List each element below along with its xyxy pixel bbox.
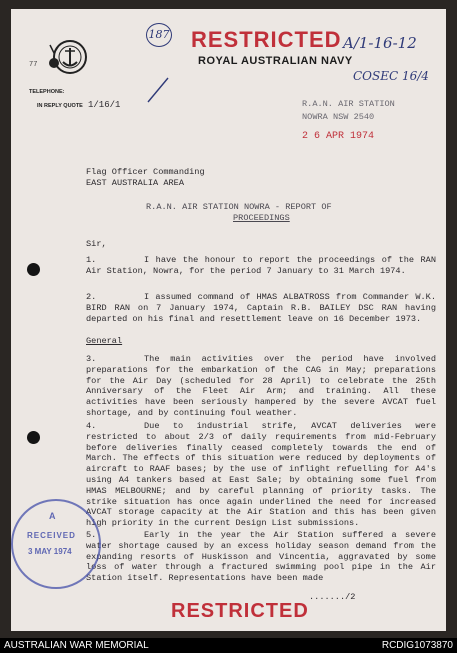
- subject-line-2: PROCEEDINGS: [233, 213, 290, 223]
- handwritten-reference: A/1-16-12: [343, 34, 417, 52]
- para-4-number: 4.: [86, 421, 97, 431]
- punch-hole-bottom: [27, 431, 40, 444]
- footer-bar: [0, 638, 457, 653]
- date-stamp: 2 6 APR 1974: [302, 131, 375, 142]
- salutation: Sir,: [86, 239, 107, 249]
- para-1-number: 1.: [86, 255, 97, 265]
- para-4-text: Due to industrial strife, AVCAT deliveries were restricted to about 2/3 of daily requirements from mid-February before deliveries finally ceased completely towards the end of March. The effects of this situation were reduced by deployments of aircraft to RAAF bases; by the use of inflight refuelling for A4's using A4 tankers based at East Sale; by obtaining some fuel from HMAS MELBOURNE; and by careful planning of priority tasks. The strike situation has once again underlined the need for increased AVCAT storage capacity at the Air Station and this has been given high priority in the current Design List submissions.: [86, 421, 436, 529]
- address-line-2: NOWRA NSW 2540: [302, 112, 375, 122]
- restricted-stamp-top: RESTRICTED: [191, 27, 342, 52]
- page-continuation: ......./2: [309, 592, 356, 602]
- pen-stroke: [145, 75, 171, 110]
- subject-line-1: R.A.N. AIR STATION NOWRA - REPORT OF: [146, 202, 332, 212]
- reply-quote-value: 1/16/1: [88, 100, 121, 110]
- received-stamp-date: 3 MAY 1974: [28, 547, 72, 556]
- organisation-title: ROYAL AUSTRALIAN NAVY: [198, 55, 353, 67]
- para-1-text: I have the honour to report the proceedings of the RAN Air Station, Nowra, for the period 7 January to 31 March 1974.: [86, 255, 436, 276]
- footer-record-id: RCDIG1073870: [381, 640, 453, 651]
- recipient-line-2: EAST AUSTRALIA AREA: [86, 178, 184, 188]
- received-stamp-letter: A: [49, 511, 56, 521]
- telephone-label: TELEPHONE:: [29, 89, 65, 95]
- reply-quote-label: IN REPLY QUOTE: [37, 103, 83, 109]
- file-number-circle: 187: [146, 23, 172, 47]
- restricted-stamp-bottom: RESTRICTED: [171, 600, 309, 622]
- document-page: [11, 9, 446, 631]
- address-line-1: R.A.N. AIR STATION: [302, 99, 395, 109]
- para-5-number: 5.: [86, 530, 97, 540]
- recipient-line-1: Flag Officer Commanding: [86, 167, 205, 177]
- footer-archive-name: AUSTRALIAN WAR MEMORIAL: [4, 640, 149, 651]
- para-5-text: Early in the year the Air Station suffered a severe water shortage caused by an excess holiday season demand from the expanding resorts of Huskisson and Vincentia, aggravated by some loss of water through a fractured swimming pool pipe in the Air Station itself. Representations have been made: [86, 530, 436, 584]
- crest-mark: 77: [29, 61, 38, 69]
- para-2-number: 2.: [86, 292, 97, 302]
- punch-hole-top: [27, 263, 40, 276]
- para-3-text: The main activities over the period have involved preparations for the embarkation of the CAG in May; preparations for the Air Day (scheduled for 28 April) to celebrate the 25th Anniversary of the Fleet Air Arm; and training. All these activities have been seriously hampered by the severe AVCAT fuel shortage, and by continuing foul weather.: [86, 354, 436, 418]
- navy-crest-logo: [44, 35, 92, 83]
- section-heading-general: General: [86, 336, 123, 346]
- para-3-number: 3.: [86, 354, 97, 364]
- received-stamp-label: RECEIVED: [27, 531, 76, 540]
- handwritten-cosec: COSEC 16/4: [353, 69, 429, 83]
- received-stamp: [11, 499, 101, 589]
- para-2-text: I assumed command of HMAS ALBATROSS from Commander W.K. BIRD RAN on 7 January 1974, Captain R.B. BAILEY DSC RAN having departed on his final and resettlement leave on 16 December 1973.: [86, 292, 436, 324]
